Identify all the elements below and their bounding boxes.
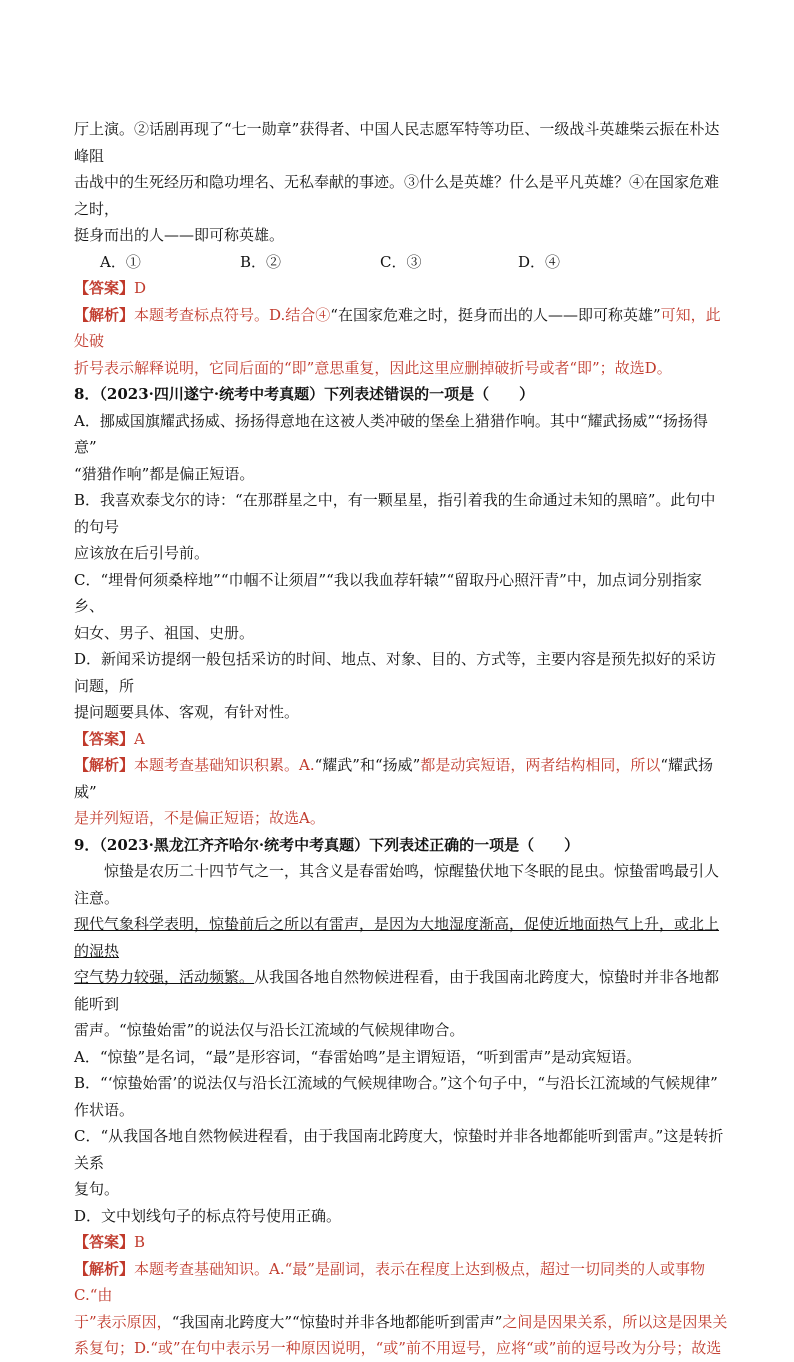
- question-7: [74, 116, 728, 381]
- q9-analysis-text: 表示原因，: [96, 1312, 172, 1331]
- answer-label: 【答案】: [74, 1233, 135, 1251]
- q7-stem-line-2: 击战中的生死经历和隐功埋名、无私奉献的事迹。③什么是英雄？什么是平凡英雄？④在国家危难之时，: [74, 173, 720, 218]
- q9-option-b-line-2: 作状语。: [74, 1100, 135, 1119]
- q9-answer-value: B: [134, 1233, 146, 1251]
- question-9: [74, 832, 728, 1362]
- q8-answer: [74, 726, 728, 753]
- q9-analysis-text: 于”: [74, 1312, 97, 1331]
- q9-option-c-line-2: 复句。: [74, 1180, 120, 1198]
- q8-analysis-text: 都是动宾短语，两者结构相同，所以: [420, 756, 661, 774]
- analysis-label: 【解析】: [74, 756, 135, 774]
- q8-option-b-line-2: 应该放在后引号前。: [74, 544, 210, 562]
- q8-option-c-line-2: 妇女、男子、祖国、史册。: [74, 623, 255, 642]
- answer-label: 【答案】: [74, 729, 135, 748]
- q7-option-d: D．④: [518, 252, 561, 271]
- q7-options: [74, 249, 728, 276]
- q9-underlined-sentence: 空气势力较强，活动频繁。: [74, 968, 255, 986]
- q9-analysis-line-1: [74, 1256, 728, 1309]
- q8-option-c-line-1: C．“埋骨何须桑梓地”“巾帼不让须眉”“我以我血荐轩辕”“留取丹心照汗青”中，加点词分别指家乡、: [74, 570, 702, 615]
- q8-option-b-line-1: B．我喜欢泰戈尔的诗：“在那群星之中，有一颗星星，指引着我的生命通过未知的黑暗”。此句中的句号: [74, 491, 716, 536]
- q8-analysis-quote: “耀武”和“扬威”: [314, 756, 421, 774]
- q8-option-a-line-1: A．挪威国旗耀武扬威、扬扬得意地在这被人类冲破的堡垒上猎猎作响。其中“耀武扬威”“扬扬得意”: [74, 411, 708, 456]
- q9-option-d: D．文中划线句子的标点符号使用正确。: [74, 1206, 342, 1225]
- q9-title: 9．（2023·黑龙江齐齐哈尔·统考中考真题）下列表述正确的一项是（ ）: [74, 835, 580, 854]
- q8-title: 8．（2023·四川遂宁·统考中考真题）下列表述错误的一项是（ ）: [74, 385, 535, 403]
- q9-passage-text: 从我国各地自然物候进程看，由于我国南北跨度大，惊蛰时并非各地都能听到: [74, 968, 720, 1013]
- q7-answer: [74, 275, 728, 302]
- q7-stem-line-1: 厅上演。②话剧再现了“七一勋章”获得者、中国人民志愿军特等功臣、一级战斗英雄柴云振在朴达峰阻: [74, 120, 720, 165]
- q9-passage-line-4: 雷声。“惊蛰始雷”的说法仅与沿长江流域的气候规律吻合。: [74, 1021, 465, 1039]
- q9-analysis-text: C.: [74, 1286, 90, 1304]
- q9-analysis-text: “由: [89, 1286, 113, 1304]
- q9-analysis-text: 之间是因果关系，所以这是因果关: [502, 1312, 728, 1331]
- q7-analysis-text: 本题考查标点符号。D.结合④: [134, 305, 331, 324]
- q7-stem-line-3: 挺身而出的人——即可称英雄。: [74, 226, 285, 244]
- q8-analysis-quote: “耀武扬威”: [74, 756, 713, 801]
- q7-analysis-line-2: 折号表示解释说明，它同后面的“即”意思重复，因此这里应删掉破折号或者“即”；故选D。: [74, 358, 672, 377]
- q8-answer-value: A: [134, 729, 145, 748]
- q7-answer-value: D: [134, 279, 147, 297]
- q9-passage-line-3: [74, 964, 728, 1017]
- document-content: [74, 116, 728, 1362]
- q8-analysis-text: 本题考查基础知识积累。A.: [134, 756, 315, 774]
- q8-option-d-line-1: D．新闻采访提纲一般包括采访的时间、地点、对象、目的、方式等，主要内容是预先拟好的采访问题，所: [74, 650, 717, 695]
- q9-analysis-quote: “我国南北跨度大”“惊蛰时并非各地都能听到雷声”: [171, 1312, 503, 1331]
- q9-analysis-text: 系复句；D.: [74, 1339, 151, 1357]
- q9-passage-line-1: 惊蛰是农历二十四节气之一，其含义是春雷始鸣，惊醒蛰伏地下冬眠的昆虫。惊蛰雷鸣最引人注意。: [74, 862, 720, 907]
- q8-option-d-line-2: 提问题要具体、客观，有针对性。: [74, 703, 300, 721]
- question-8: [74, 381, 728, 832]
- q8-analysis-line-2: 是并列短语，不是偏正短语；故选A。: [74, 809, 325, 827]
- q9-option-b-line-1: B．“‘惊蛰始雷’的说法仅与沿长江流域的气候规律吻合。”这个句子中，“与沿长江流域的气候规律”: [74, 1074, 718, 1092]
- analysis-label: 【解析】: [74, 305, 135, 324]
- q9-analysis-line-3: [74, 1335, 728, 1362]
- analysis-label: 【解析】: [74, 1259, 135, 1278]
- answer-label: 【答案】: [74, 279, 135, 297]
- q9-answer: [74, 1229, 728, 1256]
- q7-option-a: A．①: [100, 252, 141, 271]
- q7-option-c: C．③: [380, 252, 422, 271]
- q9-option-a: A．“惊蛰”是名词，“最”是形容词，“春雷始鸣”是主谓短语，“听到雷声”是动宾短语。: [74, 1047, 642, 1066]
- q8-option-a-line-2: “猎猎作响”都是偏正短语。: [74, 464, 255, 483]
- q9-analysis-text: “最”是副词，表示在程度上达到极点，超过一切同类的人或事物: [284, 1259, 705, 1278]
- q9-passage-line-2-underlined: 现代气象科学表明，惊蛰前后之所以有雷声，是因为大地湿度渐高，促使近地面热气上升，或北上的湿热: [74, 915, 720, 960]
- q9-analysis-line-2: [74, 1309, 728, 1336]
- q9-analysis-text: “或”在句中表示另一种原因说明，“或”前不用逗号，应将“或”前的逗号改为分号；故选: [150, 1339, 722, 1357]
- q9-analysis-text: 本题考查基础知识。A.: [134, 1259, 285, 1278]
- q7-analysis-line-1: [74, 302, 728, 355]
- q7-option-b: B．②: [240, 252, 282, 271]
- q7-analysis-quote: “在国家危难之时，挺身而出的人——即可称英雄”: [330, 305, 661, 324]
- q8-analysis-line-1: [74, 752, 728, 805]
- q7-analysis-text: 可知，此处破: [74, 305, 721, 350]
- q9-option-c-line-1: C．“从我国各地自然物候进程看，由于我国南北跨度大，惊蛰时并非各地都能听到雷声。”这是转折关系: [74, 1127, 724, 1172]
